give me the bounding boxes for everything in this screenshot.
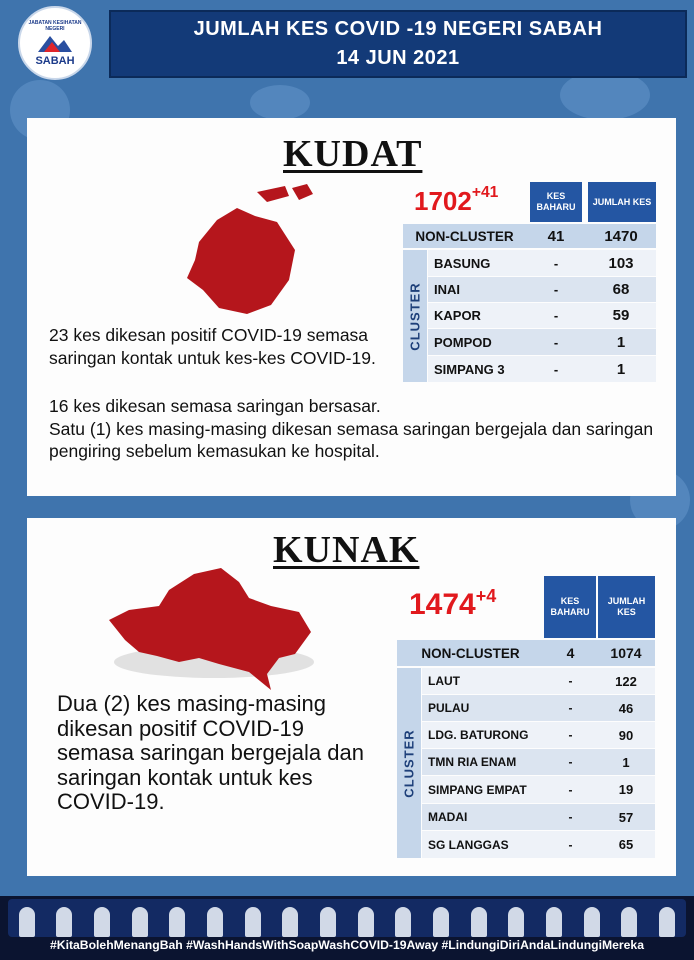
person-icon bbox=[471, 907, 487, 937]
kudat-total-number: 1702 bbox=[414, 186, 472, 216]
person-icon bbox=[169, 907, 185, 937]
cluster-name: KAPOR bbox=[434, 308, 481, 323]
kunak-noncluster-total: 1074 bbox=[610, 645, 642, 661]
cluster-new: - bbox=[553, 334, 559, 350]
cluster-new: - bbox=[568, 782, 573, 797]
person-icon bbox=[94, 907, 110, 937]
person-icon bbox=[659, 907, 675, 937]
person-icon bbox=[546, 907, 562, 937]
kudat-title: KUDAT bbox=[283, 133, 423, 175]
cluster-new: - bbox=[568, 728, 573, 742]
kudat-col-new-header: KES BAHARU bbox=[530, 182, 582, 222]
person-icon bbox=[245, 907, 261, 937]
person-icon bbox=[207, 907, 223, 937]
cluster-total: 57 bbox=[618, 809, 634, 825]
table-row bbox=[428, 356, 656, 382]
cluster-new: - bbox=[568, 810, 573, 824]
person-icon bbox=[132, 907, 148, 937]
cluster-name: POMPOD bbox=[434, 334, 492, 350]
cluster-new: - bbox=[553, 282, 559, 297]
table-row bbox=[422, 776, 655, 803]
kudat-noncluster-new: 41 bbox=[547, 227, 565, 245]
person-icon bbox=[395, 907, 411, 937]
table-row bbox=[428, 329, 656, 355]
cluster-total: 1 bbox=[616, 333, 626, 351]
cluster-new: - bbox=[568, 701, 573, 715]
cluster-total: 59 bbox=[612, 307, 630, 324]
table-row bbox=[422, 722, 655, 748]
kunak-noncluster-row bbox=[397, 640, 655, 666]
cluster-total: 103 bbox=[608, 254, 634, 272]
kudat-description-1: 23 kes dikesan positif COVID-19 semasa saringan kontak untuk kes-kes COVID-19. bbox=[49, 325, 376, 368]
cluster-new: - bbox=[568, 674, 573, 688]
page-title bbox=[109, 10, 687, 78]
table-row bbox=[428, 303, 656, 328]
table-row bbox=[428, 277, 656, 302]
mountain-logo-icon bbox=[38, 32, 72, 54]
cluster-total: 19 bbox=[618, 782, 634, 797]
kunak-cluster-text: CLUSTER bbox=[401, 728, 417, 798]
kunak-cluster-label bbox=[397, 668, 421, 858]
kunak-description: Dua (2) kes masing-masing dikesan positif COVID-19 semasa saringan bergejala dan saringan kontak untuk kes COVID-19. bbox=[57, 691, 364, 814]
kudat-panel bbox=[27, 118, 676, 496]
kudat-cluster-label bbox=[403, 250, 427, 382]
cluster-total: 90 bbox=[618, 727, 634, 743]
title-line-1: JUMLAH KES COVID -19 NEGERI SABAH bbox=[193, 18, 603, 40]
cluster-name: LDG. BATURONG bbox=[428, 728, 529, 742]
cluster-name: MADAI bbox=[428, 810, 468, 824]
person-icon bbox=[358, 907, 374, 937]
virus-decoration-icon bbox=[250, 85, 310, 120]
kunak-panel bbox=[27, 518, 676, 876]
table-row bbox=[428, 250, 656, 276]
table-row bbox=[422, 668, 655, 694]
kunak-map-icon bbox=[99, 562, 315, 692]
cluster-total: 68 bbox=[612, 281, 630, 298]
table-row bbox=[422, 749, 655, 775]
cluster-name: TMN RIA ENAM bbox=[428, 755, 517, 769]
kudat-total-cases bbox=[414, 186, 498, 217]
kudat-description-3: Satu (1) kes masing-masing dikesan semasa saringan bergejala dan saringan pengiring sebelum kemasukan ke hospital. bbox=[49, 419, 654, 461]
kudat-noncluster-label: NON-CLUSTER bbox=[415, 228, 514, 244]
person-icon bbox=[508, 907, 524, 937]
frontliners-illustration bbox=[8, 899, 686, 937]
kunak-total-number: 1474 bbox=[409, 588, 476, 621]
person-icon bbox=[621, 907, 637, 937]
kudat-cluster-text: CLUSTER bbox=[407, 281, 423, 351]
cluster-name: SIMPANG 3 bbox=[434, 361, 505, 377]
logo-word: SABAH bbox=[35, 54, 75, 67]
kunak-new-number: +4 bbox=[475, 586, 497, 606]
person-icon bbox=[282, 907, 298, 937]
kunak-col-total-header: JUMLAH KES bbox=[598, 576, 655, 638]
cluster-total: 1 bbox=[616, 360, 626, 378]
person-icon bbox=[320, 907, 336, 937]
kudat-map-icon bbox=[167, 180, 317, 320]
cluster-total: 46 bbox=[618, 700, 634, 716]
person-icon bbox=[433, 907, 449, 937]
table-row bbox=[422, 804, 655, 830]
table-row bbox=[422, 695, 655, 721]
kunak-noncluster-new: 4 bbox=[566, 645, 575, 661]
logo-small-text: JABATAN KESIHATAN NEGERI bbox=[28, 19, 82, 32]
kunak-col-new-header: KES BAHARU bbox=[544, 576, 596, 638]
hashtags: #KitaBolehMenangBah #WashHandsWithSoapWashCOVID-19Away #LindungiDiriAndaLindungiMereka bbox=[50, 938, 644, 952]
cluster-total: 1 bbox=[622, 754, 630, 770]
cluster-name: LAUT bbox=[428, 674, 460, 688]
kudat-noncluster-row bbox=[403, 224, 656, 248]
sabah-health-logo bbox=[18, 6, 92, 80]
kudat-new-number: +41 bbox=[471, 184, 499, 201]
cluster-new: - bbox=[553, 361, 559, 377]
cluster-name: BASUNG bbox=[434, 255, 491, 271]
footer-banner bbox=[0, 896, 694, 960]
kudat-col-total-header: JUMLAH KES bbox=[588, 182, 656, 222]
person-icon bbox=[19, 907, 35, 937]
cluster-name: PULAU bbox=[428, 701, 470, 715]
cluster-name: SIMPANG EMPAT bbox=[428, 782, 527, 797]
person-icon bbox=[584, 907, 600, 937]
kudat-noncluster-total: 1470 bbox=[604, 227, 638, 245]
kunak-noncluster-label: NON-CLUSTER bbox=[421, 645, 520, 661]
cluster-new: - bbox=[568, 755, 573, 769]
kunak-total-cases bbox=[409, 588, 496, 622]
kudat-description-2: 16 kes dikesan semasa saringan bersasar. bbox=[49, 396, 381, 416]
kunak-title: KUNAK bbox=[273, 529, 420, 571]
person-icon bbox=[56, 907, 72, 937]
cluster-name: SG LANGGAS bbox=[428, 837, 509, 852]
cluster-new: - bbox=[568, 837, 573, 852]
cluster-new: - bbox=[553, 308, 559, 323]
cluster-total: 122 bbox=[615, 673, 637, 689]
table-row bbox=[422, 831, 655, 858]
cluster-new: - bbox=[553, 255, 559, 271]
cluster-total: 65 bbox=[618, 837, 634, 852]
cluster-name: INAI bbox=[434, 282, 460, 297]
title-date: 14 JUN 2021 bbox=[336, 47, 460, 69]
